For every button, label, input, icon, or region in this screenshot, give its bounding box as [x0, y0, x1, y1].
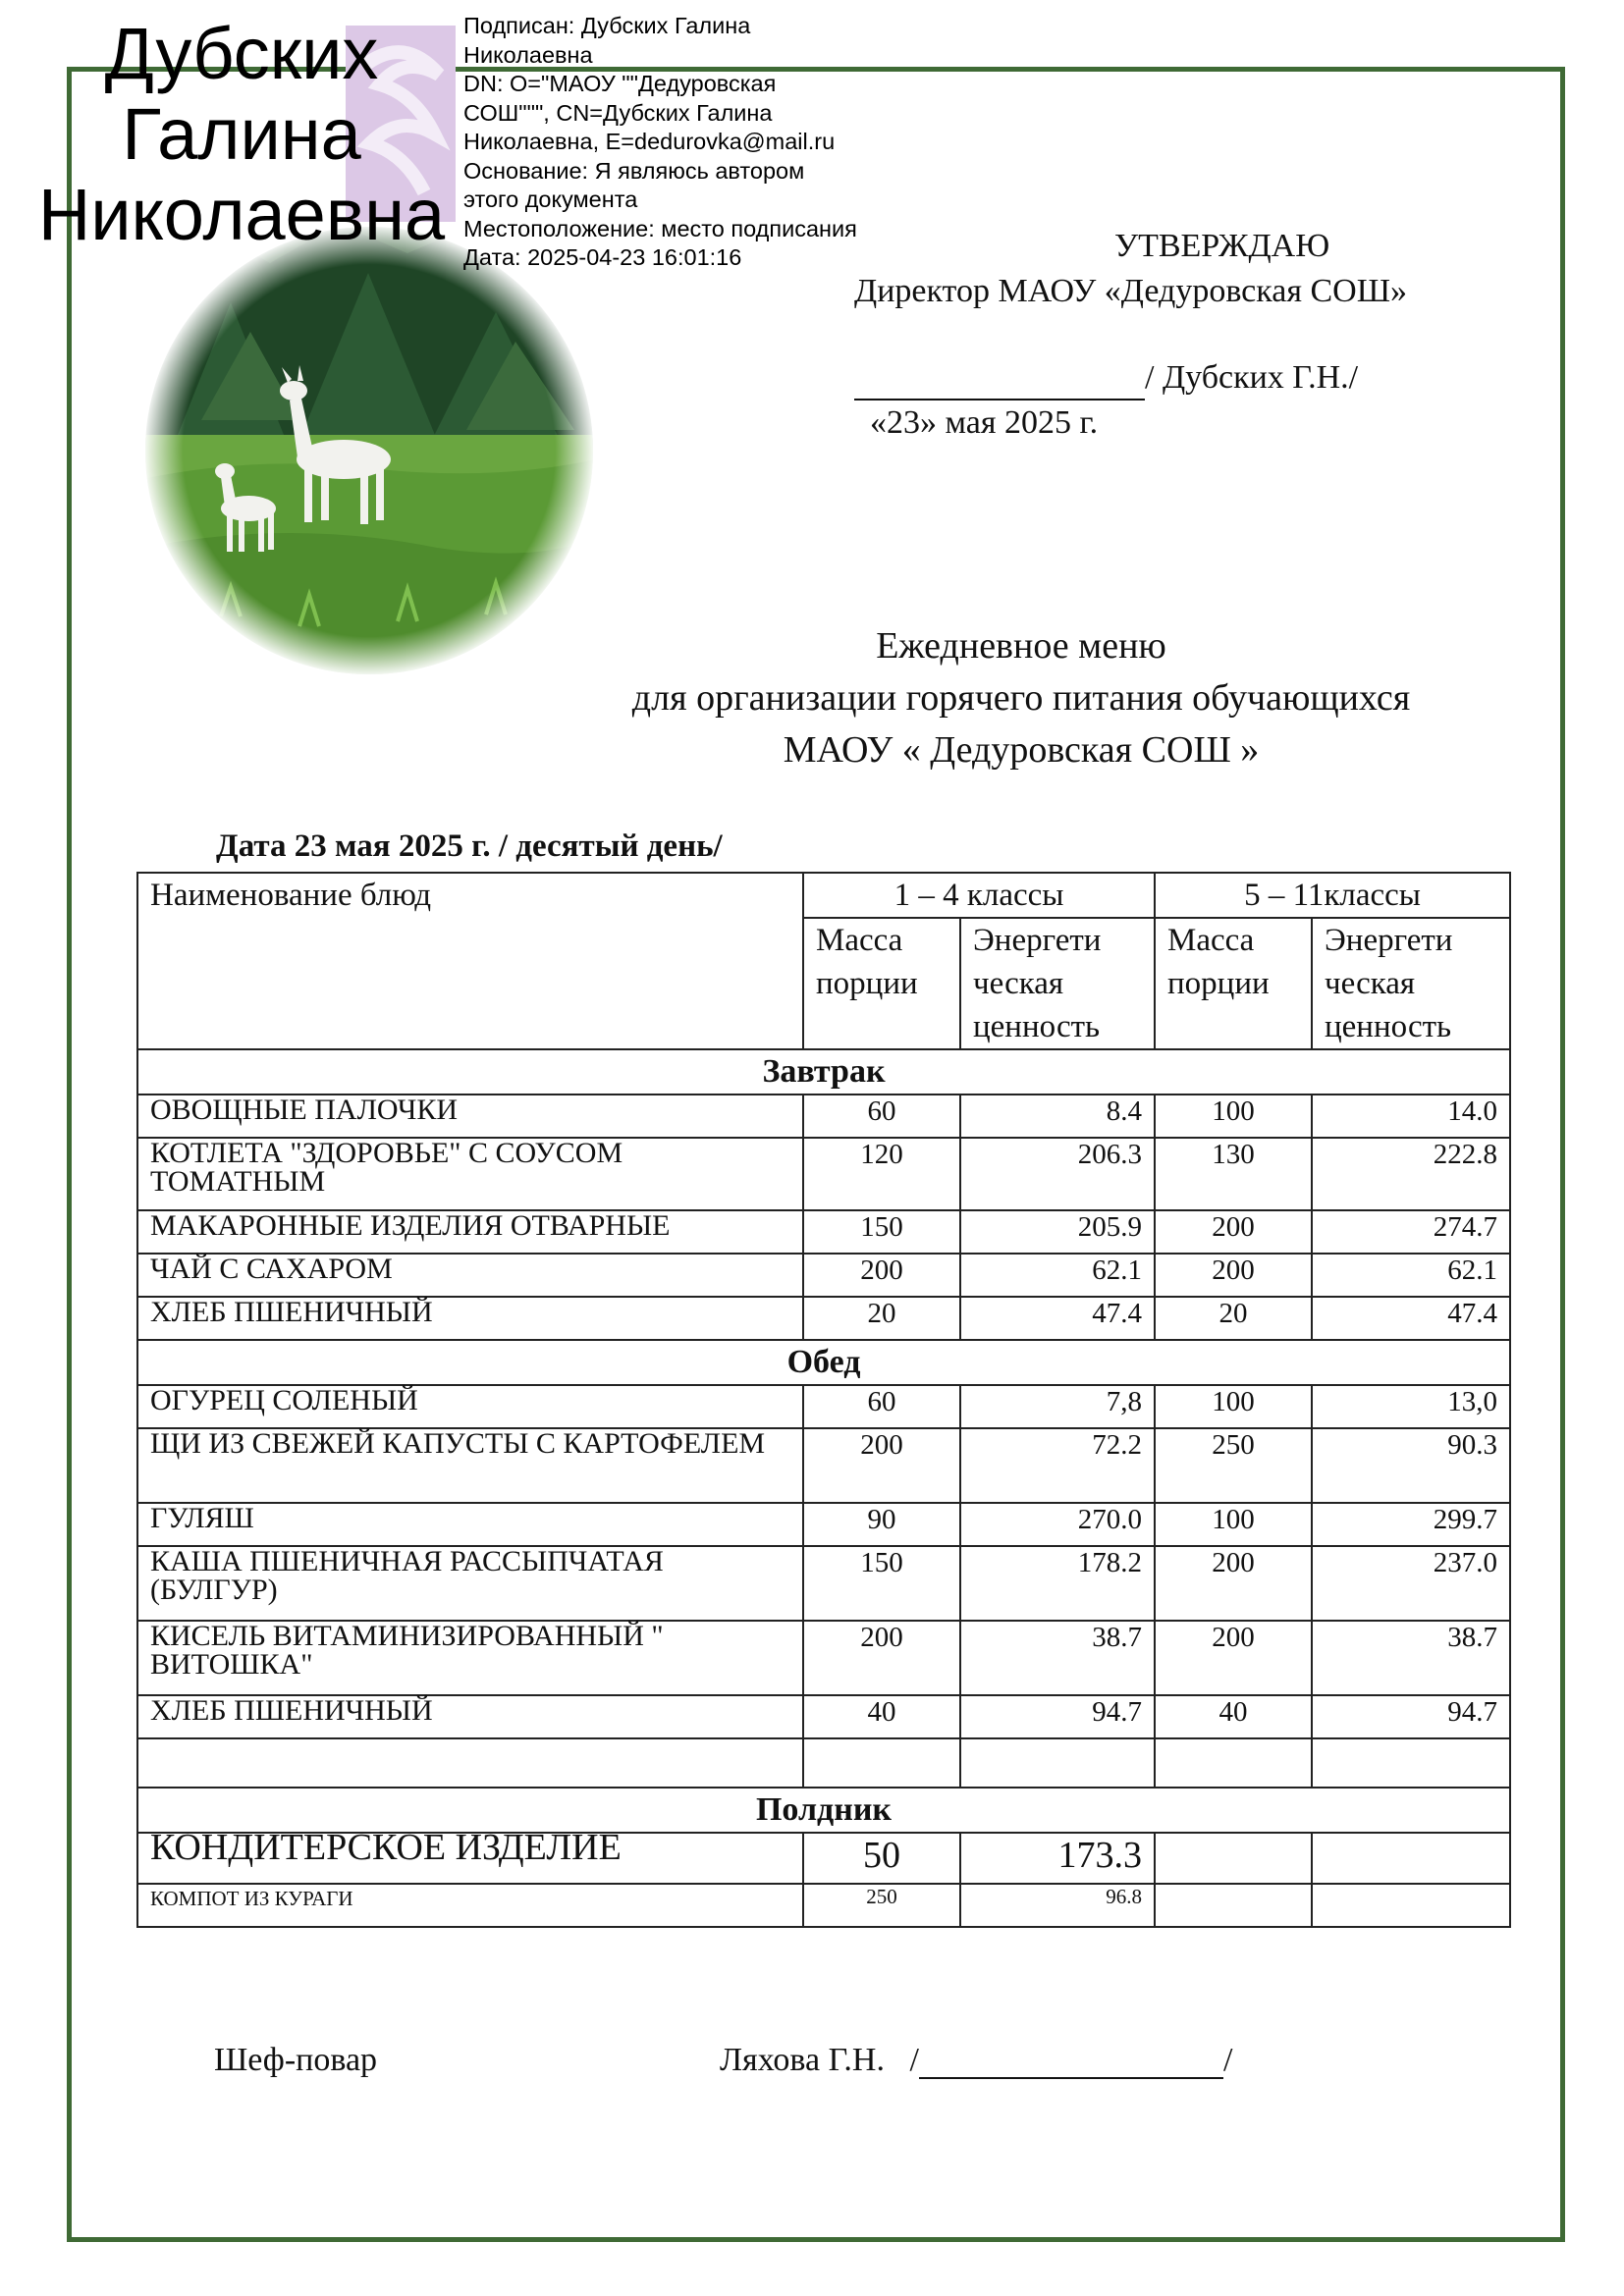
column-header-mass: Масса порции — [1155, 918, 1312, 1049]
mass-5-11: 200 — [1155, 1546, 1312, 1621]
energy-1-4: 38.7 — [960, 1621, 1155, 1695]
energy-5-11: 62.1 — [1312, 1254, 1510, 1297]
mass-5-11: 200 — [1155, 1621, 1312, 1695]
signature-detail-line: Дата: 2025-04-23 16:01:16 — [463, 244, 742, 270]
mass-5-11: 130 — [1155, 1138, 1312, 1210]
mass-5-11: 20 — [1155, 1297, 1312, 1340]
menu-title-line: Ежедневное меню — [876, 625, 1166, 667]
mass-1-4: 200 — [803, 1254, 960, 1297]
dish-name: ОГУРЕЦ СОЛЕНЫЙ — [137, 1385, 803, 1428]
energy-5-11: 38.7 — [1312, 1621, 1510, 1695]
energy-1-4: 96.8 — [960, 1884, 1155, 1927]
table-row — [137, 1503, 1510, 1546]
section-title: Обед — [137, 1340, 1510, 1385]
approval-date: «23» мая 2025 г. — [870, 404, 1099, 441]
column-header-mass: Масса порции — [803, 918, 960, 1049]
energy-1-4: 173.3 — [960, 1833, 1155, 1884]
mass-1-4: 150 — [803, 1546, 960, 1621]
mass-5-11: 200 — [1155, 1254, 1312, 1297]
empty-cell — [803, 1738, 960, 1788]
approval-signature-row — [854, 355, 1407, 400]
mass-5-11: 100 — [1155, 1385, 1312, 1428]
energy-1-4: 270.0 — [960, 1503, 1155, 1546]
menu-title — [550, 620, 1492, 776]
energy-1-4: 206.3 — [960, 1138, 1155, 1210]
approval-signer: / Дубских Г.Н./ — [1145, 359, 1359, 396]
dish-name: ХЛЕБ ПШЕНИЧНЫЙ — [137, 1695, 803, 1738]
signature-detail-line: Николаевна, E=dedurovka@mail.ru — [463, 129, 836, 154]
dish-name: ОВОЩНЫЕ ПАЛОЧКИ — [137, 1095, 803, 1138]
table-header-row — [137, 873, 1510, 918]
energy-1-4: 8.4 — [960, 1095, 1155, 1138]
approval-position: Директор МАОУ «Дедуровская СОШ» — [854, 273, 1408, 309]
mass-1-4: 90 — [803, 1503, 960, 1546]
table-row — [137, 1428, 1510, 1503]
empty-cell — [1155, 1738, 1312, 1788]
table-row — [137, 1833, 1510, 1884]
approval-heading: УТВЕРЖДАЮ — [1114, 228, 1330, 264]
signature-detail-line: этого документа — [463, 187, 638, 212]
energy-5-11: 299.7 — [1312, 1503, 1510, 1546]
energy-5-11 — [1312, 1833, 1510, 1884]
mass-1-4: 50 — [803, 1833, 960, 1884]
energy-1-4: 178.2 — [960, 1546, 1155, 1621]
mass-5-11: 40 — [1155, 1695, 1312, 1738]
menu-date: Дата 23 мая 2025 г. / десятый день/ — [216, 828, 723, 864]
column-header-dish: Наименование блюд — [137, 873, 803, 1049]
signature-detail-line: СОШ""", CN=Дубских Галина — [463, 99, 773, 126]
menu-title-line: МАОУ « Дедуровская СОШ » — [783, 729, 1260, 771]
dish-name: КОНДИТЕРСКОЕ ИЗДЕЛИЕ — [137, 1833, 803, 1884]
empty-cell — [1312, 1738, 1510, 1788]
dish-name: КОТЛЕТА "ЗДОРОВЬЕ" С СОУСОМ ТОМАТНЫМ — [137, 1138, 803, 1210]
energy-1-4: 72.2 — [960, 1428, 1155, 1503]
energy-1-4: 94.7 — [960, 1695, 1155, 1738]
mass-1-4: 200 — [803, 1621, 960, 1695]
energy-1-4: 47.4 — [960, 1297, 1155, 1340]
mass-5-11: 100 — [1155, 1503, 1312, 1546]
energy-5-11: 47.4 — [1312, 1297, 1510, 1340]
mass-1-4: 20 — [803, 1297, 960, 1340]
mass-1-4: 250 — [803, 1884, 960, 1927]
energy-5-11: 237.0 — [1312, 1546, 1510, 1621]
mass-1-4: 150 — [803, 1210, 960, 1254]
chef-role: Шеф-повар — [214, 2042, 378, 2078]
signer-name-line: Дубских — [104, 13, 379, 94]
energy-5-11: 94.7 — [1312, 1695, 1510, 1738]
empty-cell — [137, 1738, 803, 1788]
approval-block — [854, 224, 1407, 446]
section-title: Завтрак — [137, 1049, 1510, 1095]
signature-detail-line: Подписан: Дубских Галина — [463, 13, 751, 38]
section-row — [137, 1049, 1510, 1095]
table-row — [137, 1138, 1510, 1210]
mass-1-4: 60 — [803, 1095, 960, 1138]
energy-5-11: 222.8 — [1312, 1138, 1510, 1210]
mass-1-4: 200 — [803, 1428, 960, 1503]
table-row — [137, 1884, 1510, 1927]
mass-5-11: 200 — [1155, 1210, 1312, 1254]
energy-1-4: 7,8 — [960, 1385, 1155, 1428]
deer-photo — [142, 224, 596, 677]
signer-name-stamp — [16, 14, 467, 255]
signer-name-line: Галина — [122, 93, 361, 175]
section-row — [137, 1340, 1510, 1385]
mass-1-4: 60 — [803, 1385, 960, 1428]
table-row — [137, 1210, 1510, 1254]
dish-name: ЩИ ИЗ СВЕЖЕЙ КАПУСТЫ С КАРТОФЕЛЕМ — [137, 1428, 803, 1503]
mass-1-4: 120 — [803, 1138, 960, 1210]
table-row — [137, 1621, 1510, 1695]
signature-detail-line: Местоположение: место подписания — [463, 215, 857, 241]
dish-name: КИСЕЛЬ ВИТАМИНИЗИРОВАННЫЙ " ВИТОШКА" — [137, 1621, 803, 1695]
table-row — [137, 1695, 1510, 1738]
column-header-energy: Энергети ческая ценность — [960, 918, 1155, 1049]
chef-name: Ляхова Г.Н. — [720, 2042, 885, 2078]
energy-5-11: 14.0 — [1312, 1095, 1510, 1138]
table-row — [137, 1546, 1510, 1621]
table-row — [137, 1254, 1510, 1297]
signer-name-line: Николаевна — [37, 174, 446, 255]
section-title: Полдник — [137, 1788, 1510, 1833]
mass-5-11: 250 — [1155, 1428, 1312, 1503]
column-header-energy: Энергети ческая ценность — [1312, 918, 1510, 1049]
energy-5-11: 90.3 — [1312, 1428, 1510, 1503]
empty-cell — [960, 1738, 1155, 1788]
energy-5-11: 274.7 — [1312, 1210, 1510, 1254]
dish-name: ХЛЕБ ПШЕНИЧНЫЙ — [137, 1297, 803, 1340]
column-group-5-11: 5 – 11классы — [1155, 873, 1510, 918]
dish-name: ГУЛЯШ — [137, 1503, 803, 1546]
mass-1-4: 40 — [803, 1695, 960, 1738]
energy-1-4: 62.1 — [960, 1254, 1155, 1297]
energy-5-11: 13,0 — [1312, 1385, 1510, 1428]
mass-5-11: 100 — [1155, 1095, 1312, 1138]
signature-line — [919, 2044, 1223, 2079]
menu-table — [136, 872, 1511, 1928]
mass-5-11 — [1155, 1884, 1312, 1927]
dish-name: КАША ПШЕНИЧНАЯ РАССЫПЧАТАЯ (БУЛГУР) — [137, 1546, 803, 1621]
signature-detail-line: Николаевна — [463, 41, 593, 68]
table-row — [137, 1297, 1510, 1340]
chef-signature-row: Ляхова Г.Н. / / — [720, 2042, 1233, 2078]
signature-detail-line: Основание: Я являюсь автором — [463, 157, 805, 184]
menu-title-line: для организации горячего питания обучающихся — [631, 677, 1411, 719]
dish-name: КОМПОТ ИЗ КУРАГИ — [137, 1884, 803, 1927]
signature-details — [463, 12, 857, 273]
table-row — [137, 1385, 1510, 1428]
dish-name: МАКАРОННЫЕ ИЗДЕЛИЯ ОТВАРНЫЕ — [137, 1210, 803, 1254]
mass-5-11 — [1155, 1833, 1312, 1884]
dish-name: ЧАЙ С САХАРОМ — [137, 1254, 803, 1297]
energy-1-4: 205.9 — [960, 1210, 1155, 1254]
empty-row — [137, 1738, 1510, 1788]
signature-detail-line: DN: O="МАОУ ""Дедуровская — [463, 71, 777, 96]
signature-line — [854, 369, 1145, 400]
table-row — [137, 1095, 1510, 1138]
column-group-1-4: 1 – 4 классы — [803, 873, 1155, 918]
energy-5-11 — [1312, 1884, 1510, 1927]
